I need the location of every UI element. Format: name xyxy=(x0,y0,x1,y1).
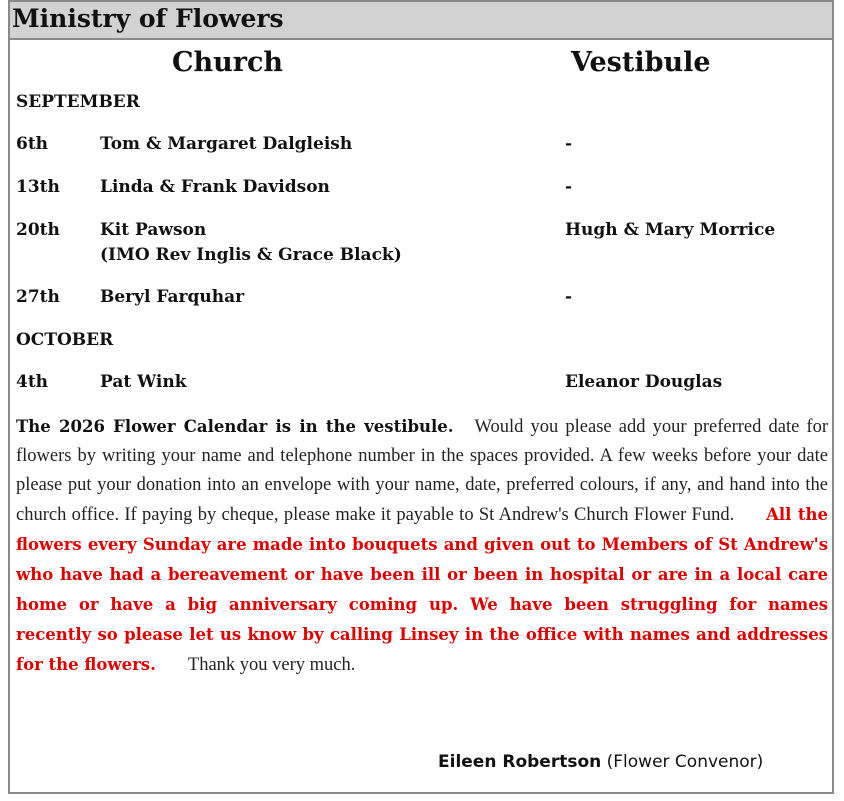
schedule-date: 20th xyxy=(16,220,60,240)
signature xyxy=(438,752,763,772)
church-arranger: Beryl Farquhar xyxy=(100,287,245,307)
signature-name: Eileen Robertson xyxy=(438,752,602,772)
column-header-church: Church xyxy=(172,47,284,78)
vestibule-arranger: - xyxy=(565,287,573,307)
page-title: Ministry of Flowers xyxy=(12,4,284,33)
flower-notice-panel xyxy=(8,0,834,794)
church-arranger: Kit Pawson xyxy=(100,220,207,240)
column-header-vestibule: Vestibule xyxy=(571,47,711,78)
church-arranger: Tom & Margaret Dalgleish xyxy=(100,134,353,154)
notice-body: Would you please add your preferred date for flowers by writing your name and telephone number in the spaces provided. A few weeks before your date please put your donation into an envelope with your name, date, preferred colours, if any, and hand into the church office. If paying by cheque, please make it payable to St Andrew's Church Flower Fund. xyxy=(16,417,829,525)
notice-closing: Thank you very much. xyxy=(187,655,356,675)
month-heading-october: OCTOBER xyxy=(16,330,114,350)
church-arranger: Pat Wink xyxy=(100,372,187,392)
month-heading-september: SEPTEMBER xyxy=(16,92,140,112)
schedule-date: 27th xyxy=(16,287,60,307)
flower-calendar-notice xyxy=(16,412,828,680)
vestibule-arranger: Hugh & Mary Morrice xyxy=(565,220,776,240)
church-arranger-note: (IMO Rev Inglis & Grace Black) xyxy=(100,245,402,265)
title-bar xyxy=(10,2,832,40)
schedule-date: 4th xyxy=(16,372,49,392)
notice-appeal: All the flowers every Sunday are made into bouquets and given out to Members of St Andrew's who have had a bereavement or have been ill or been in hospital or are in a local care home or have a big anniversary coming up. We have been struggling for names recently so please let us know by calling Linsey in the office with names and addresses for the flowers. xyxy=(16,505,828,674)
church-arranger: Linda & Frank Davidson xyxy=(100,177,330,197)
signature-role: (Flower Convenor) xyxy=(606,752,764,772)
notice-lead: The 2026 Flower Calendar is in the vestibule. xyxy=(16,417,454,436)
vestibule-arranger: - xyxy=(565,134,573,154)
vestibule-arranger: Eleanor Douglas xyxy=(565,372,723,392)
schedule-date: 6th xyxy=(16,134,49,154)
schedule-date: 13th xyxy=(16,177,60,197)
vestibule-arranger: - xyxy=(565,177,573,197)
